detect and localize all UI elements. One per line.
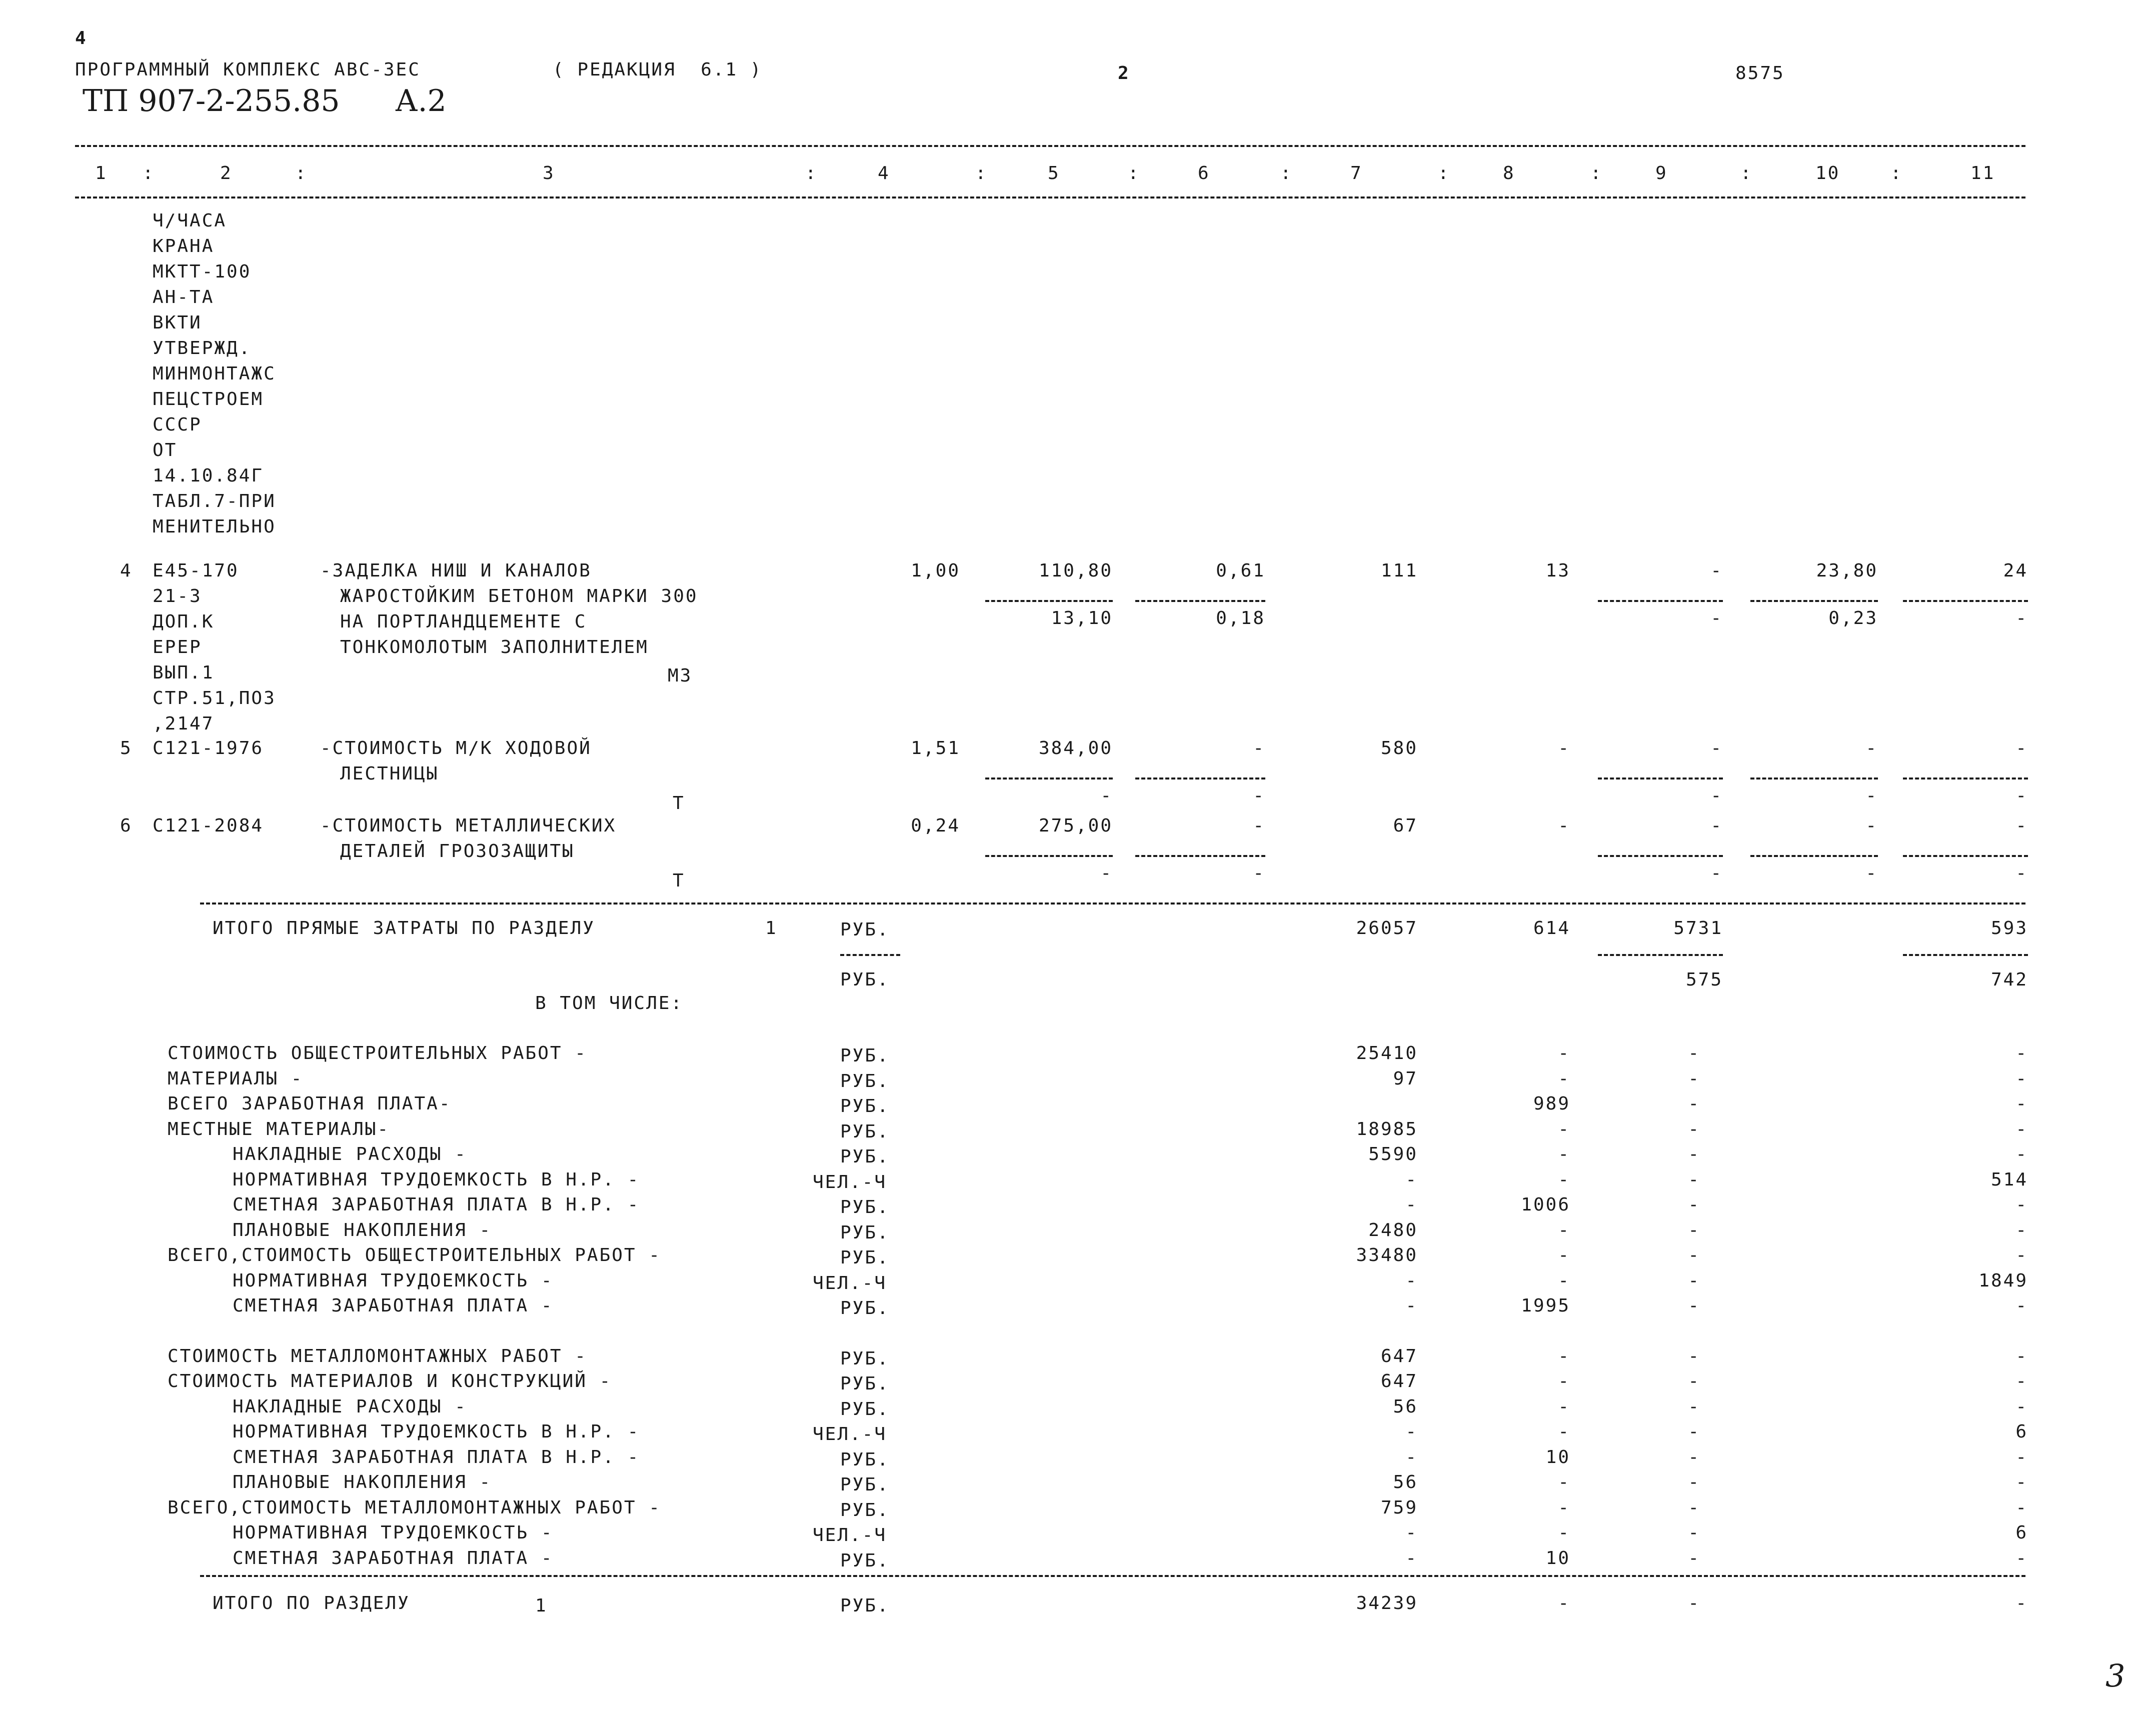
justification-line: ПЕЦСТРОЕМ [153,389,264,410]
breakdown-c7: - [1405,1548,1418,1568]
item-c6b: - [1253,786,1265,806]
breakdown-c7: 2480 [1368,1220,1418,1240]
including-label: В ТОМ ЧИСЛЕ: [535,993,684,1014]
header-bottom-rule [75,196,2025,198]
breakdown-c11: - [2015,1245,2028,1266]
justification-line: ТАБЛ.7-ПРИ [153,491,276,512]
cell-rule [1750,855,1878,857]
cell-rule [1598,855,1723,857]
breakdown-label: СТОИМОСТЬ МАТЕРИАЛОВ И КОНСТРУКЦИЙ - [168,1371,612,1392]
cell-rule [985,778,1113,780]
breakdown-unit: РУБ. [840,1500,890,1520]
breakdown-c8: 10 [1545,1446,1570,1468]
cell-rule [985,600,1113,602]
breakdown-c9: - [1688,1043,1700,1064]
section-total-c9: - [1688,1593,1700,1614]
section-total-rule [200,1575,2025,1577]
breakdown-c11: - [2015,1548,2028,1568]
item-c11: - [2015,738,2028,758]
breakdown-c8: - [1558,1144,1570,1164]
cell-rule [1903,778,2028,780]
breakdown-label: СТОИМОСТЬ ОБЩЕСТРОИТЕЛЬНЫХ РАБОТ - [168,1043,587,1064]
breakdown-c8: - [1558,1118,1570,1140]
item-c11b: - [2015,863,2028,884]
item-c7: 67 [1393,816,1418,836]
item-name-line: ТОНКОМОЛОТЫМ ЗАПОЛНИТЕЛЕМ [340,637,649,658]
column-separator: : [295,163,308,184]
breakdown-label: ВСЕГО ЗАРАБОТНАЯ ПЛАТА- [168,1094,452,1114]
breakdown-c8: - [1558,1472,1570,1492]
breakdown-c9: - [1688,1245,1700,1266]
breakdown-c8: - [1558,1270,1570,1291]
item-c6: - [1253,738,1265,758]
breakdown-c8: - [1558,1346,1570,1366]
breakdown-c8: - [1558,1068,1570,1089]
column-header-7: 7 [1350,163,1363,184]
direct-costs-unit-2: РУБ. [840,970,890,990]
breakdown-c7: - [1405,1422,1418,1442]
column-header-4: 4 [878,163,890,184]
breakdown-c7: 759 [1380,1497,1418,1518]
breakdown-c11: - [2015,1144,2028,1164]
breakdown-c7: - [1405,1446,1418,1468]
item-name-line: ЖАРОСТОЙКИМ БЕТОНОМ МАРКИ 300 [340,586,698,606]
column-header-10: 10 [1815,163,1840,184]
cell-rule [1903,855,2028,857]
breakdown-label: НАКЛАДНЫЕ РАСХОДЫ - [233,1396,467,1417]
item-code-line: С121-2084 [153,816,264,836]
breakdown-c11: - [2015,1446,2028,1468]
breakdown-label: СМЕТНАЯ ЗАРАБОТНАЯ ПЛАТА - [233,1548,554,1568]
item-unit: Т [673,870,685,891]
breakdown-c11: - [2015,1497,2028,1518]
breakdown-c7: 97 [1393,1068,1418,1089]
item-code-line: СТР.51,ПОЗ [153,688,276,708]
breakdown-c9: - [1688,1068,1700,1089]
breakdown-c11: - [2015,1068,2028,1089]
direct-costs-c11b: 742 [1990,970,2028,990]
item-c9: - [1710,738,1723,758]
breakdown-c8: - [1558,1422,1570,1442]
breakdown-label: ВСЕГО,СТОИМОСТЬ МЕТАЛЛОМОНТАЖНЫХ РАБОТ - [168,1497,661,1518]
breakdown-c11: 6 [2015,1422,2028,1442]
cell-rule [985,855,1113,857]
breakdown-c9: - [1688,1522,1700,1543]
breakdown-unit: ЧЕЛ.-Ч [813,1272,887,1294]
item-c5b: 13,10 [1051,608,1113,628]
breakdown-c11: - [2015,1396,2028,1417]
breakdown-unit: РУБ. [840,1398,890,1420]
direct-costs-unit: РУБ. [840,920,890,940]
breakdown-c9: - [1688,1446,1700,1468]
breakdown-c9: - [1688,1094,1700,1114]
breakdown-label: ПЛАНОВЫЕ НАКОПЛЕНИЯ - [233,1472,492,1492]
breakdown-c8: - [1558,1497,1570,1518]
totals-rule [200,902,2025,904]
breakdown-label: НОРМАТИВНАЯ ТРУДОЕМКОСТЬ - [233,1522,554,1543]
item-c6: - [1253,816,1265,836]
breakdown-unit: РУБ. [840,1197,890,1218]
section-total-unit: РУБ. [840,1596,890,1616]
breakdown-c8: 1006 [1521,1194,1570,1215]
breakdown-label: СТОИМОСТЬ МЕТАЛЛОМОНТАЖНЫХ РАБОТ - [168,1346,587,1366]
breakdown-label: ВСЕГО,СТОИМОСТЬ ОБЩЕСТРОИТЕЛЬНЫХ РАБОТ - [168,1245,661,1266]
breakdown-c9: - [1688,1472,1700,1492]
section-total-number: 1 [535,1596,548,1616]
breakdown-unit: РУБ. [840,1374,890,1394]
item-c8: - [1558,738,1570,758]
breakdown-c8: - [1558,1396,1570,1417]
breakdown-unit: РУБ. [840,1070,890,1092]
column-header-11: 11 [1970,163,1995,184]
direct-costs-section: 1 [765,918,778,938]
cell-rule [1598,954,1723,956]
breakdown-unit: РУБ. [840,1046,890,1066]
justification-line: МЕНИТЕЛЬНО [153,516,276,537]
breakdown-c9: - [1688,1497,1700,1518]
item-quantity: 1,51 [911,738,960,758]
item-c11: - [2015,816,2028,836]
item-c7: 580 [1380,738,1418,758]
justification-line: УТВЕРЖД. [153,338,252,358]
breakdown-c7: 647 [1380,1371,1418,1392]
column-header-5: 5 [1048,163,1060,184]
breakdown-c11: - [2015,1472,2028,1492]
breakdown-c8: - [1558,1245,1570,1266]
item-code-line: 21-3 [153,586,202,606]
breakdown-c8: - [1558,1220,1570,1240]
direct-costs-label: ИТОГО ПРЯМЫЕ ЗАТРАТЫ ПО РАЗДЕЛУ [213,918,595,938]
breakdown-c7: 647 [1380,1346,1418,1366]
direct-costs-c9b: 575 [1685,970,1723,990]
column-separator: : [1128,163,1140,184]
section-total-label: ИТОГО ПО РАЗДЕЛУ [213,1593,410,1614]
section-total-c8: - [1558,1593,1570,1614]
cell-rule [1135,600,1265,602]
item-name-line: НА ПОРТЛАНДЦЕМЕНТЕ С [340,612,587,632]
project-number: ТП 907-2-255.85 [83,84,340,118]
item-c5: 384,00 [1038,738,1113,758]
breakdown-c7: 5590 [1368,1144,1418,1164]
breakdown-unit: РУБ. [840,1474,890,1495]
breakdown-unit: РУБ. [840,1550,890,1571]
item-c9: - [1710,560,1723,581]
item-c10: - [1865,816,1878,836]
cell-rule [1750,600,1878,602]
breakdown-c7: 18985 [1356,1118,1418,1140]
item-number: 6 [120,816,133,836]
justification-line: МКТТ-100 [153,262,252,282]
breakdown-c11: - [2015,1346,2028,1366]
corner-page-mark: 3 [2105,1658,2125,1694]
item-c6: 0,61 [1216,560,1265,581]
column-separator: : [1280,163,1293,184]
breakdown-c11: - [2015,1371,2028,1392]
item-c9: - [1710,816,1723,836]
breakdown-c9: - [1688,1144,1700,1164]
breakdown-c9: - [1688,1396,1700,1417]
breakdown-c11: - [2015,1118,2028,1140]
breakdown-c8: 10 [1545,1548,1570,1568]
breakdown-c7: - [1405,1169,1418,1190]
item-c11: 24 [2003,560,2028,581]
item-code-line: ВЫП.1 [153,662,215,683]
column-header-8: 8 [1503,163,1515,184]
justification-line: МИНМОНТАЖС [153,364,276,384]
item-c10b: 0,23 [1828,608,1878,628]
direct-costs-c11: 593 [1990,918,2028,938]
item-number: 4 [120,560,133,581]
breakdown-c8: - [1558,1169,1570,1190]
column-header-9: 9 [1655,163,1668,184]
item-unit: Т [673,793,685,814]
breakdown-label: МАТЕРИАЛЫ - [168,1068,304,1089]
item-code-line: ЕРЕР [153,637,202,658]
breakdown-c7: 25410 [1356,1043,1418,1064]
item-c5b: - [1100,863,1113,884]
breakdown-label: НАКЛАДНЫЕ РАСХОДЫ - [233,1144,467,1164]
item-quantity: 1,00 [911,560,960,581]
item-number: 5 [120,738,133,758]
justification-line: СССР [153,414,202,435]
item-c6b: 0,18 [1216,608,1265,628]
cell-rule [840,954,900,956]
cell-rule [1135,855,1265,857]
breakdown-c9: - [1688,1220,1700,1240]
breakdown-c11: - [2015,1296,2028,1316]
breakdown-c8: 989 [1533,1094,1570,1114]
cell-rule [1598,600,1723,602]
item-name-line: -СТОИМОСТЬ М/К ХОДОВОЙ [320,738,592,758]
direct-costs-c8: 614 [1533,918,1570,938]
breakdown-c7: 56 [1393,1472,1418,1492]
column-separator: : [1438,163,1450,184]
breakdown-c9: - [1688,1422,1700,1442]
cell-rule [1903,954,2028,956]
breakdown-c7: - [1405,1522,1418,1543]
breakdown-c9: - [1688,1194,1700,1215]
breakdown-unit: ЧЕЛ.-Ч [813,1525,887,1546]
cell-rule [1750,778,1878,780]
sheet-number: 2 [1118,63,1130,84]
item-c10: 23,80 [1816,560,1878,581]
item-name-line: -СТОИМОСТЬ МЕТАЛЛИЧЕСКИХ [320,816,617,836]
column-separator: : [1890,163,1903,184]
item-name-line: -ЗАДЕЛКА НИШ И КАНАЛОВ [320,560,592,581]
item-c10b: - [1865,863,1878,884]
breakdown-label: СМЕТНАЯ ЗАРАБОТНАЯ ПЛАТА - [233,1296,554,1316]
item-c10: - [1865,738,1878,758]
page-number: 4 [75,28,88,48]
section-total-c7: 34239 [1356,1593,1418,1614]
column-separator: : [1590,163,1603,184]
item-c11b: - [2015,786,2028,806]
column-separator: : [1740,163,1753,184]
column-header-2: 2 [220,163,233,184]
document-code: 8575 [1735,63,1785,84]
column-header-6: 6 [1198,163,1210,184]
program-name: ПРОГРАММНЫЙ КОМПЛЕКС АВС-ЗЕС [75,60,421,80]
breakdown-c8: - [1558,1043,1570,1064]
program-edition: ( РЕДАКЦИЯ 6.1 ) [553,60,763,80]
breakdown-c8: 1995 [1521,1296,1570,1316]
item-c6b: - [1253,863,1265,884]
cell-rule [1135,778,1265,780]
breakdown-label: СМЕТНАЯ ЗАРАБОТНАЯ ПЛАТА В Н.Р. - [233,1446,640,1468]
item-c11b: - [2015,608,2028,628]
breakdown-unit: РУБ. [840,1348,890,1369]
breakdown-unit: РУБ. [840,1449,890,1470]
breakdown-c7: 56 [1393,1396,1418,1417]
item-c8: 13 [1545,560,1570,581]
cell-rule [1598,778,1723,780]
breakdown-c9: - [1688,1169,1700,1190]
breakdown-unit: РУБ. [840,1096,890,1116]
breakdown-c7: 33480 [1356,1245,1418,1266]
breakdown-unit: РУБ. [840,1248,890,1268]
item-c5b: - [1100,786,1113,806]
breakdown-c8: - [1558,1522,1570,1543]
breakdown-unit: РУБ. [840,1146,890,1167]
header-top-rule [75,145,2025,147]
justification-line: 14.10.84Г [153,466,264,486]
album-number: А.2 [395,84,447,118]
item-c9b: - [1710,608,1723,628]
item-code-line: ДОП.К [153,612,215,632]
breakdown-c7: - [1405,1296,1418,1316]
breakdown-label: НОРМАТИВНАЯ ТРУДОЕМКОСТЬ В Н.Р. - [233,1169,640,1190]
justification-line: Ч/ЧАСА [153,210,227,231]
breakdown-c9: - [1688,1371,1700,1392]
direct-costs-c9: 5731 [1673,918,1723,938]
justification-line: ВКТИ [153,312,202,333]
breakdown-unit: РУБ. [840,1222,890,1243]
breakdown-unit: РУБ. [840,1298,890,1318]
column-header-3: 3 [543,163,555,184]
item-c5: 110,80 [1038,560,1113,581]
breakdown-c9: - [1688,1346,1700,1366]
breakdown-c7: - [1405,1270,1418,1291]
item-name-line: ЛЕСТНИЦЫ [340,764,439,784]
breakdown-c11: - [2015,1194,2028,1215]
breakdown-label: МЕСТНЫЕ МАТЕРИАЛЫ- [168,1118,390,1140]
item-c9b: - [1710,786,1723,806]
breakdown-c9: - [1688,1118,1700,1140]
breakdown-c11: - [2015,1043,2028,1064]
item-name-line: ДЕТАЛЕЙ ГРОЗОЗАЩИТЫ [340,841,575,862]
breakdown-label: НОРМАТИВНАЯ ТРУДОЕМКОСТЬ В Н.Р. - [233,1422,640,1442]
breakdown-c11: - [2015,1220,2028,1240]
breakdown-label: ПЛАНОВЫЕ НАКОПЛЕНИЯ - [233,1220,492,1240]
breakdown-label: СМЕТНАЯ ЗАРАБОТНАЯ ПЛАТА В Н.Р. - [233,1194,640,1215]
justification-line: ОТ [153,440,178,460]
breakdown-c9: - [1688,1270,1700,1291]
breakdown-c7: - [1405,1194,1418,1215]
item-c7: 111 [1380,560,1418,581]
breakdown-c9: - [1688,1296,1700,1316]
item-code-line: ,2147 [153,714,215,734]
justification-line: АН-ТА [153,287,215,308]
direct-costs-c7: 26057 [1356,918,1418,938]
breakdown-unit: ЧЕЛ.-Ч [813,1172,887,1192]
breakdown-c11: 6 [2015,1522,2028,1543]
item-c9b: - [1710,863,1723,884]
item-c10b: - [1865,786,1878,806]
item-code-line: С121-1976 [153,738,264,758]
item-unit: М3 [668,666,693,686]
breakdown-unit: РУБ. [840,1121,890,1142]
breakdown-c9: - [1688,1548,1700,1568]
item-code-line: Е45-170 [153,560,239,581]
column-separator: : [975,163,988,184]
justification-line: КРАНА [153,236,215,256]
item-c5: 275,00 [1038,816,1113,836]
breakdown-c11: 1849 [1978,1270,2028,1291]
breakdown-unit: ЧЕЛ.-Ч [813,1424,887,1444]
breakdown-c11: 514 [1990,1169,2028,1190]
breakdown-label: НОРМАТИВНАЯ ТРУДОЕМКОСТЬ - [233,1270,554,1291]
column-header-1: 1 [95,163,108,184]
item-quantity: 0,24 [911,816,960,836]
section-total-c11: - [2015,1593,2028,1614]
breakdown-c8: - [1558,1371,1570,1392]
column-separator: : [805,163,818,184]
column-separator: : [143,163,155,184]
cell-rule [1903,600,2028,602]
item-c8: - [1558,816,1570,836]
breakdown-c11: - [2015,1094,2028,1114]
